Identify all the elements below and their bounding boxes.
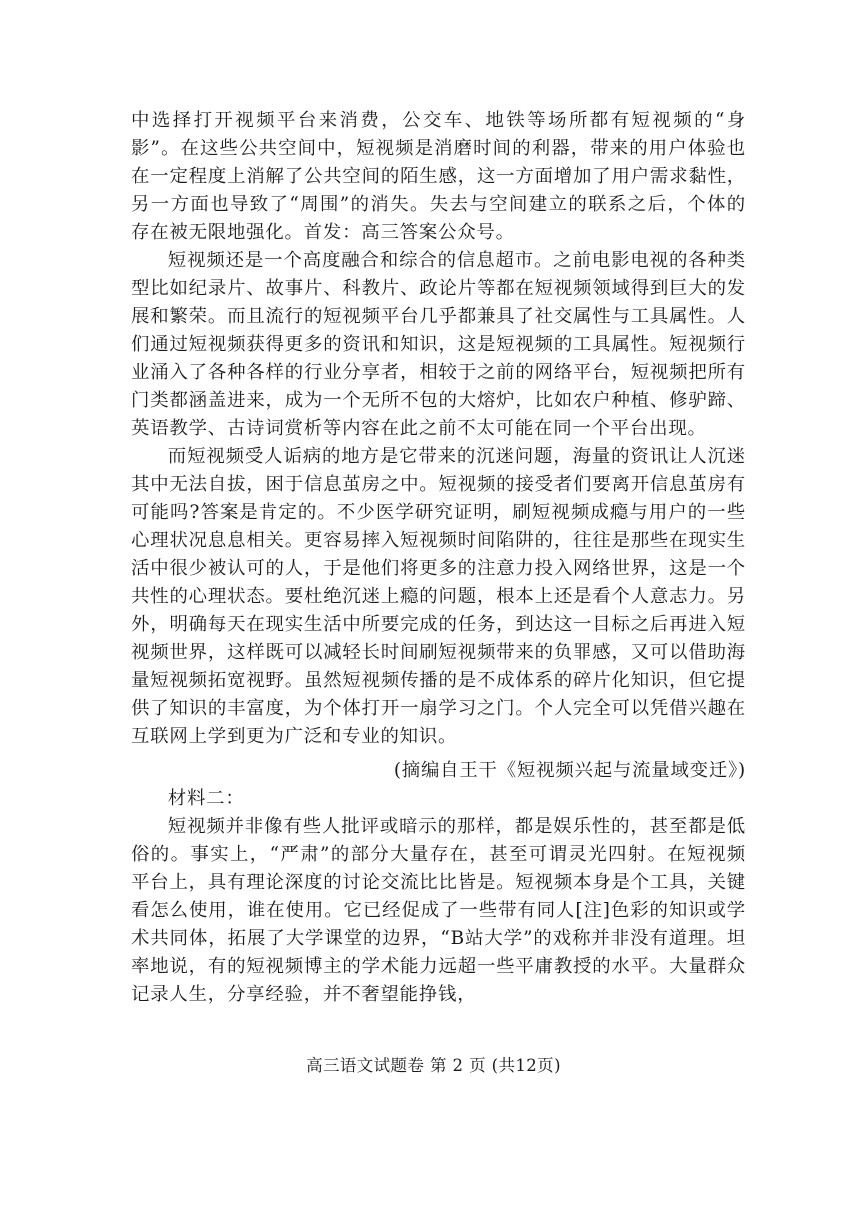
paragraph-2: 短视频还是一个高度融合和综合的信息超市。之前电影电视的各种类型比如纪录片、故事片、科教片、政论片等都在短视频领域得到巨大的发展和繁荣。而且流行的短视频平台几乎都兼具了社交属性与工具属性。人们通过短视频获得更多的资讯和知识，这是短视频的工具属性。短视频行业涌入了各种各样的行业分享者，相较于之前的网络平台，短视频把所有门类都涵盖进来，成为一个无所不包的大熔炉，比如农户种植、修驴蹄、英语教学、古诗词赏析等内容在此之前不太可能在同一个平台出现。 <box>131 250 746 439</box>
page-footer: 高三语文试题卷 第 2 页 (共12页) <box>306 1056 561 1075</box>
source-citation: (摘编自王干《短视频兴起与流量域变迁》) <box>393 760 746 781</box>
paragraph-3: 而短视频受人诟病的地方是它带来的沉迷问题，海量的资讯让人沉迷其中无法自拔，困于信息茧房之中。短视频的接受者们要离开信息茧房有可能吗?答案是肯定的。不少医学研究证明，刷短视频成瘾与用户的一些心理状况息息相关。更容易摔入短视频时间陷阱的，往往是那些在现实生活中很少被认可的人，于是他们将更多的注意力投入网络世界，这是一个共性的心理状态。要杜绝沉迷上瘾的问题，根本上还是看个人意志力。另外，明确每天在现实生活中所要完成的任务，到达这一目标之后再进入短视频世界，这样既可以减轻长时间刷短视频带来的负罪感，又可以借助海量短视频拓宽视野。虽然短视频传播的是不成体系的碎片化知识，但它提供了知识的丰富度，为个体打开一扇学习之门。个人完全可以凭借兴趣在互联网上学到更为广泛和专业的知识。 <box>131 446 746 747</box>
paragraph-4: 短视频并非像有些人批评或暗示的那样，都是娱乐性的，甚至都是低俗的。事实上，“严肃”的部分大量存在，甚至可谓灵光四射。在短视频平台上，具有理论深度的讨论交流比比皆是。短视频本身是个工具，关键看怎么使用，谁在使用。它已经促成了一些带有同人[注]色彩的知识或学术共同体，拓展了大学课堂的边界，“B站大学”的戏称并非没有道理。坦率地说，有的短视频博主的学术能力远超一些平庸教授的水平。大量群众记录人生，分享经验，并不奢望能挣钱， <box>131 816 746 1005</box>
section-label: 材料二： <box>167 788 245 809</box>
document-body <box>131 107 746 1009</box>
paragraph-1: 中选择打开视频平台来消费，公交车、地铁等场所都有短视频的“身影”。在这些公共空间中，短视频是消磨时间的利器，带来的用户体验也在一定程度上消解了公共空间的陌生感，这一方面增加了用户需求黏性，另一方面也导致了“周围”的消失。失去与空间建立的联系之后，个体的存在被无限地强化。首发：高三答案公众号。 <box>131 110 746 243</box>
